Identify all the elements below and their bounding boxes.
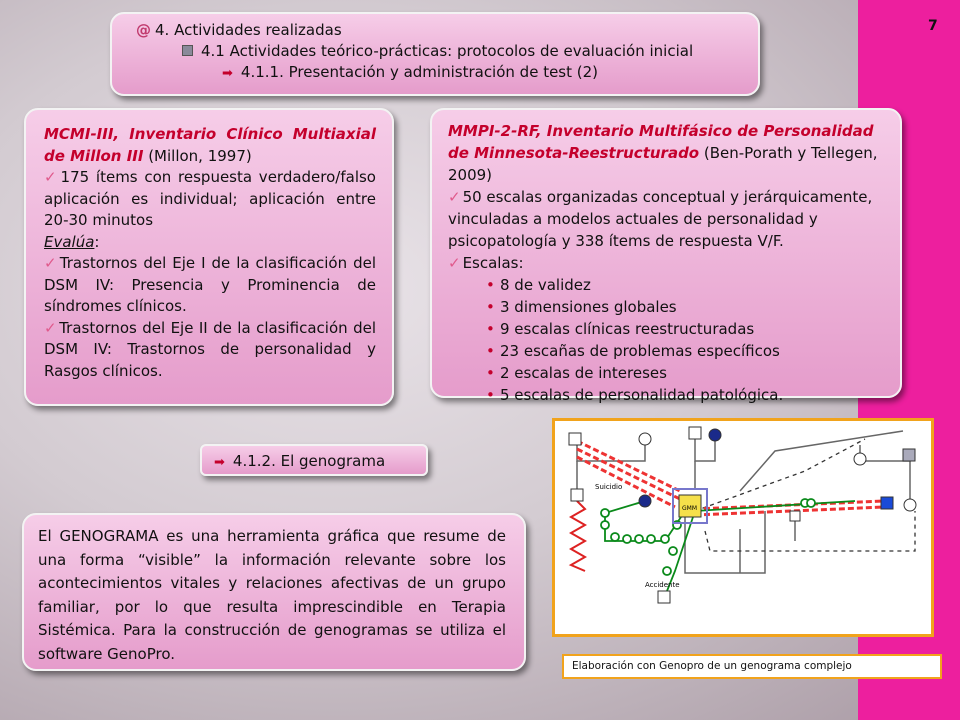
genogram-diagram	[555, 421, 931, 634]
list-item: • 8 de validez	[500, 274, 888, 296]
check-icon: ✓	[44, 318, 58, 337]
mmpi-item-1: 50 escalas organizadas conceptual y jerárquicamente, vinculadas a modelos actuales de personalidad y psicopatología y 338 ítems de respuesta V/F.	[448, 188, 873, 250]
label-suicidio: Suicidio	[595, 483, 623, 491]
genogram-heading-box	[200, 444, 428, 476]
hostile-relationship-lines	[577, 441, 885, 515]
section-header-box	[110, 12, 760, 96]
mmpi-citation: (Ben-Porath y Tellegen, 2009)	[448, 144, 878, 184]
mcmi-title-paragraph	[44, 124, 376, 167]
list-item: • 2 escalas de intereses	[500, 362, 888, 384]
slide-number: 7	[928, 18, 938, 34]
arrow-bullet-icon: ➡	[222, 66, 233, 81]
header-line-2-text: 4.1 Actividades teórico-prácticas: protocolos de evaluación inicial	[201, 42, 694, 60]
conflict-line	[571, 501, 585, 571]
genogram-figure	[552, 418, 934, 637]
genogram-heading: 4.1.2. El genograma	[232, 452, 386, 470]
arrow-bullet-icon: ➡	[214, 455, 225, 470]
figure-caption: Elaboración con Genopro de un genograma complejo	[562, 654, 942, 679]
person-nodes	[569, 427, 916, 603]
header-line-1	[136, 20, 748, 41]
mcmi-item	[44, 318, 376, 383]
mcmi-title: MCMI-III, Inventario Clínico Multiaxial de Millon III	[44, 125, 376, 165]
header-line-2	[182, 41, 748, 62]
close-relationship-lines	[605, 501, 855, 596]
mcmi-citation: (Millon, 1997)	[143, 146, 252, 165]
check-icon: ✓	[44, 254, 58, 272]
mcmi-item-1: 175 ítems con respuesta verdadero/falso aplicación es individual; aplicación entre 20-30 minutos	[44, 168, 376, 229]
mmpi-scales-heading	[448, 252, 888, 274]
list-item: • 5 escalas de personalidad patológica.	[500, 384, 888, 406]
mmpi-title: MMPI-2-RF, Inventario Multifásico de Personalidad de Minnesota-Reestructurado	[448, 122, 874, 162]
check-icon: ✓	[448, 188, 461, 206]
header-line-1-text: 4. Actividades realizadas	[155, 21, 342, 39]
mmpi-scales-label: Escalas:	[462, 254, 524, 272]
mcmi-evalua	[44, 232, 376, 254]
at-bullet-icon: @	[136, 21, 151, 39]
mmpi-scales-list	[448, 274, 888, 406]
check-icon: ✓	[44, 168, 59, 186]
header-line-3-text: 4.1.1. Presentación y administración de test (2)	[240, 63, 599, 81]
genogram-description-card	[22, 513, 526, 671]
mcmi-card	[24, 108, 394, 406]
mcmi-item-3: Trastornos del Eje II de la clasificación del DSM IV: Trastornos de personalidad y Rasgos clínicos.	[44, 318, 376, 380]
list-item: • 23 escañas de problemas específicos	[500, 340, 888, 362]
square-bullet-icon	[182, 45, 193, 56]
genogram-description: El GENOGRAMA es una herramienta gráfica que resume de una forma “visible” la información relevante sobre los acontecimientos vitales y relaciones afectivas de un grupo familiar, por lo que resulta imprescindible en Terapia Sistémica. Para la construcción de genogramas se utiliza el software GenoPro.	[38, 527, 506, 663]
label-accidente: Accidente	[645, 581, 680, 589]
header-line-3	[222, 62, 748, 83]
check-icon: ✓	[448, 254, 461, 272]
dashed-lines	[695, 439, 915, 551]
list-item: • 3 dimensiones globales	[500, 296, 888, 318]
mmpi-title-paragraph	[448, 120, 888, 186]
label-gmm: GMM	[682, 505, 698, 512]
mmpi-card	[430, 108, 902, 404]
mcmi-item	[44, 167, 376, 232]
mcmi-evalua-colon: :	[94, 232, 100, 251]
mcmi-item	[44, 253, 376, 318]
list-item: • 9 escalas clínicas reestructuradas	[500, 318, 888, 340]
mcmi-evalua-label: Evalúa	[44, 232, 95, 251]
mmpi-item	[448, 186, 888, 252]
mcmi-item-2: Trastornos del Eje I de la clasificación del DSM IV: Presencia y Prominencia de síndromes clínicos.	[44, 254, 376, 315]
